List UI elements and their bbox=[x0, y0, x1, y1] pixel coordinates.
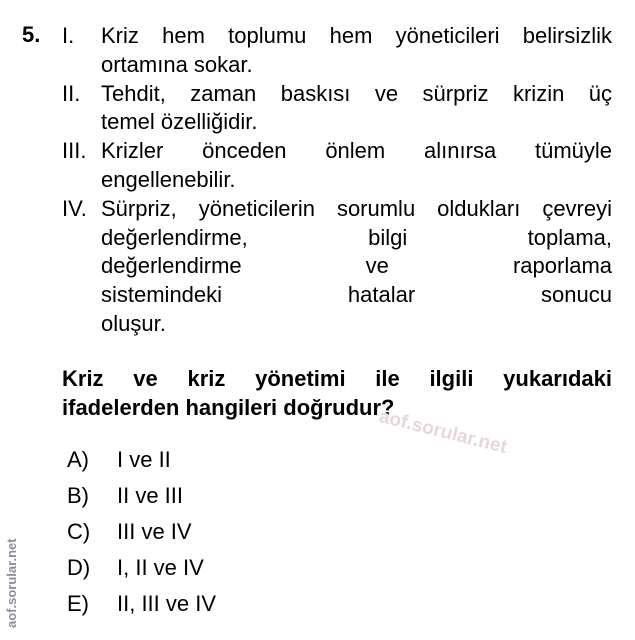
option-letter: E) bbox=[67, 591, 89, 616]
option-a[interactable] bbox=[67, 446, 171, 474]
question-stem bbox=[62, 364, 612, 422]
option-text: II ve III bbox=[117, 483, 184, 508]
statement-line: Kriz hem toplumu hem yöneticileri belirsizlik bbox=[101, 23, 612, 48]
option-text: I ve II bbox=[117, 447, 171, 472]
option-e[interactable] bbox=[67, 590, 216, 618]
statement-line: Tehdit, zaman baskısı ve sürpriz krizin üç bbox=[101, 80, 612, 106]
statement-line: ortamına sokar. bbox=[101, 51, 253, 77]
option-text: II, III ve IV bbox=[117, 591, 217, 616]
statement-line: engellenebilir. bbox=[101, 166, 236, 192]
statement-line: temel özelliğidir. bbox=[101, 109, 258, 135]
question-number: 5. bbox=[22, 22, 41, 47]
roman-numeral: IV. bbox=[62, 195, 87, 221]
option-text: I, II ve IV bbox=[117, 555, 204, 580]
option-letter: C) bbox=[67, 519, 91, 544]
roman-numeral: III. bbox=[62, 138, 87, 164]
statement-line: oluşur. bbox=[101, 310, 166, 336]
roman-numeral: I. bbox=[62, 23, 75, 48]
statement-line: sistemindeki hatalar sonucu bbox=[101, 282, 612, 308]
statement-line: değerlendirme, bilgi toplama, bbox=[101, 224, 612, 250]
statement-line: değerlendirme ve raporlama bbox=[101, 253, 612, 279]
option-d[interactable] bbox=[67, 554, 204, 582]
watermark: aof.sorular.net bbox=[376, 406, 510, 459]
statement-line: Sürpriz, yöneticilerin sorumlu oldukları çevreyi bbox=[101, 195, 612, 221]
option-letter: A) bbox=[67, 447, 89, 472]
question-line: Kriz ve kriz yönetimi ile ilgili yukarıdaki bbox=[62, 366, 612, 391]
option-letter: B) bbox=[67, 483, 89, 508]
option-letter: D) bbox=[67, 555, 91, 580]
option-text: III ve IV bbox=[117, 519, 192, 544]
side-watermark: aof.sorular.net bbox=[4, 538, 19, 628]
statement-line: Krizler önceden önlem alınırsa tümüyle bbox=[101, 138, 612, 164]
roman-numeral: II. bbox=[62, 80, 81, 106]
option-b[interactable] bbox=[67, 482, 183, 510]
question-line: ifadelerden hangileri doğrudur? bbox=[62, 395, 395, 420]
option-c[interactable] bbox=[67, 518, 192, 546]
